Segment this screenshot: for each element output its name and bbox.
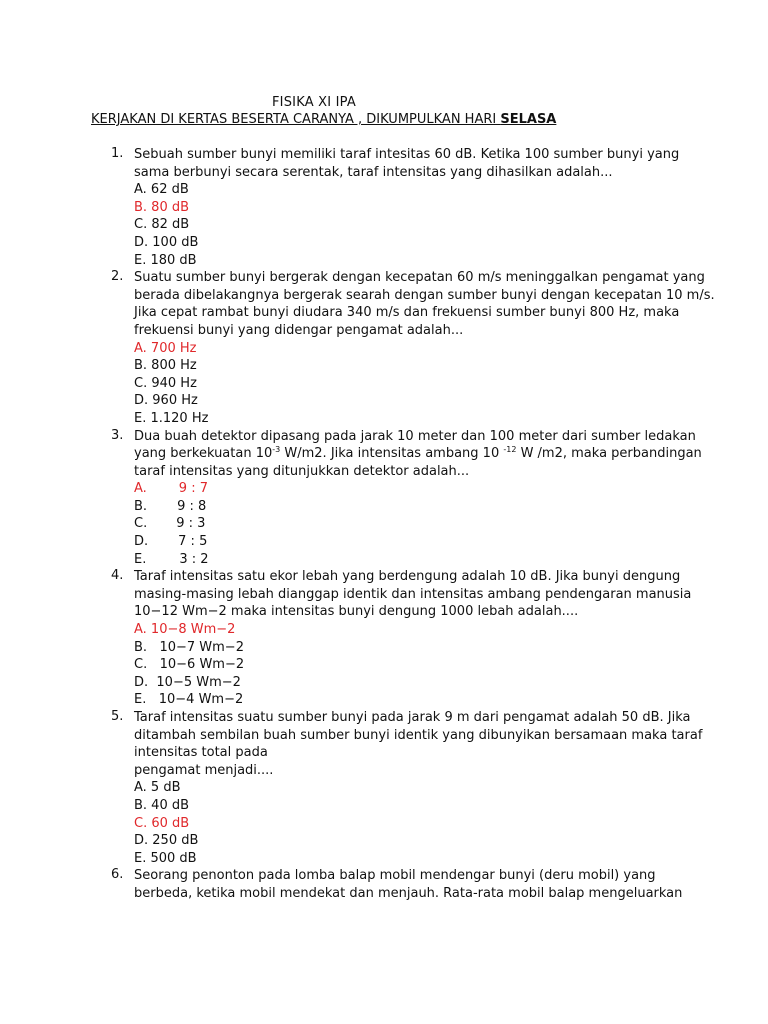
option-b: B. 10−7 Wm−2 bbox=[134, 639, 244, 655]
option-letter: D. bbox=[134, 534, 149, 550]
option-letter: A. bbox=[134, 481, 147, 497]
option-a-answer: A. 700 Hz bbox=[134, 340, 197, 356]
question-text-line: Jika cepat rambat bunyi diudara 340 m/s dan frekuensi sumber bunyi 800 Hz, maka bbox=[134, 305, 680, 321]
option-value: 7 : 5 bbox=[178, 534, 208, 550]
question-number: 3. bbox=[111, 427, 124, 443]
option-value: 9 : 8 bbox=[177, 498, 207, 514]
question-text-line: Taraf intensitas satu ekor lebah yang berdengung adalah 10 dB. Jika bunyi dengung bbox=[134, 569, 681, 585]
question-text-line: Taraf intensitas suatu sumber bunyi pada jarak 9 m dari pengamat adalah 50 dB. Jika bbox=[134, 710, 691, 725]
text-segment: W/m2. Jika intensitas ambang 10 bbox=[280, 446, 504, 462]
option-d: D. 10−5 Wm−2 bbox=[134, 674, 241, 690]
option-d: D. 960 Hz bbox=[134, 393, 198, 409]
question-1 bbox=[0, 146, 768, 269]
question-text-line: masing-masing lebah dianggap identik dan intensitas ambang pendengaran manusia bbox=[134, 586, 692, 602]
question-number: 6. bbox=[111, 867, 124, 883]
question-3 bbox=[0, 428, 768, 569]
question-text-line: Suatu sumber bunyi bergerak dengan kecepatan 60 m/s meninggalkan pengamat yang bbox=[134, 270, 705, 286]
question-text-line: 10−12 Wm−2 maka intensitas bunyi dengung 1000 lebah adalah.... bbox=[134, 604, 579, 620]
question-6 bbox=[0, 867, 768, 902]
option-b-answer: B. 80 dB bbox=[134, 199, 190, 215]
instruction-line bbox=[91, 112, 556, 127]
option-b bbox=[0, 498, 768, 516]
option-e: E. 180 dB bbox=[134, 252, 197, 268]
text-segment: yang berkekuatan 10 bbox=[134, 446, 273, 462]
instruction-text: KERJAKAN DI KERTAS BESERTA CARANYA , DIKUMPULKAN HARI bbox=[91, 112, 501, 127]
option-d: D. 250 dB bbox=[134, 833, 199, 849]
option-value: 9 : 3 bbox=[176, 516, 206, 532]
option-a-answer bbox=[0, 480, 768, 498]
question-text-line: Seorang penonton pada lomba balap mobil mendengar bunyi (deru mobil) yang bbox=[134, 868, 656, 884]
question-number: 5. bbox=[111, 709, 124, 724]
option-c bbox=[0, 515, 768, 533]
instruction-day: SELASA bbox=[500, 112, 557, 127]
question-text-line: pengamat menjadi.... bbox=[134, 762, 274, 778]
option-d bbox=[0, 533, 768, 551]
question-text-line: berbeda, ketika mobil mendekat dan menjauh. Rata-rata mobil balap mengeluarkan bbox=[134, 885, 683, 901]
question-5 bbox=[0, 709, 768, 867]
option-e: E. 10−4 Wm−2 bbox=[134, 692, 244, 708]
question-text-line: frekuensi bunyi yang didengar pengamat adalah... bbox=[134, 322, 464, 338]
option-b: B. 40 dB bbox=[134, 797, 190, 813]
option-c-answer: C. 60 dB bbox=[134, 815, 190, 831]
option-letter: B. bbox=[134, 498, 148, 514]
option-a-answer: A. 10−8 Wm−2 bbox=[134, 622, 236, 638]
option-value: 3 : 2 bbox=[179, 551, 209, 567]
question-text-line: ditambah sembilan buah sumber bunyi identik yang dibunyikan bersamaan maka taraf bbox=[134, 727, 703, 743]
question-4 bbox=[0, 568, 768, 709]
question-text-line: intensitas total pada bbox=[134, 745, 268, 761]
option-c: C. 82 dB bbox=[134, 217, 190, 233]
option-value: 9 : 7 bbox=[178, 481, 208, 497]
exponent: -12 bbox=[503, 445, 517, 455]
option-a: A. 62 dB bbox=[134, 182, 189, 198]
text-segment: W /m2, maka perbandingan bbox=[516, 446, 702, 462]
question-number: 4. bbox=[111, 568, 124, 584]
option-d: D. 100 dB bbox=[134, 234, 199, 250]
question-list bbox=[0, 146, 768, 903]
question-text-line: berada dibelakangnya bergerak searah dengan sumber bunyi dengan kecepatan 10 m/s. bbox=[134, 287, 715, 303]
option-e bbox=[0, 551, 768, 569]
document-title: FISIKA XI IPA bbox=[272, 95, 356, 110]
option-c: C. 940 Hz bbox=[134, 375, 197, 391]
question-number: 1. bbox=[111, 146, 124, 161]
option-a: A. 5 dB bbox=[134, 780, 181, 796]
question-text-line: Dua buah detektor dipasang pada jarak 10 meter dan 100 meter dari sumber ledakan bbox=[134, 428, 696, 444]
exponent: -3 bbox=[272, 445, 281, 455]
question-2 bbox=[0, 269, 768, 427]
option-letter: E. bbox=[134, 551, 147, 567]
option-e: E. 500 dB bbox=[134, 850, 197, 866]
question-text-line: Sebuah sumber bunyi memiliki taraf intesitas 60 dB. Ketika 100 sumber bunyi yang bbox=[134, 147, 680, 162]
option-c: C. 10−6 Wm−2 bbox=[134, 657, 245, 673]
question-text-line: sama berbunyi secara serentak, taraf intensitas yang dihasilkan adalah... bbox=[134, 164, 613, 180]
question-text-line: taraf intensitas yang ditunjukkan detektor adalah... bbox=[134, 463, 470, 479]
option-letter: C. bbox=[134, 516, 148, 532]
question-number: 2. bbox=[111, 269, 124, 285]
question-text-line bbox=[0, 445, 768, 463]
option-e: E. 1.120 Hz bbox=[134, 410, 209, 426]
option-b: B. 800 Hz bbox=[134, 358, 197, 374]
